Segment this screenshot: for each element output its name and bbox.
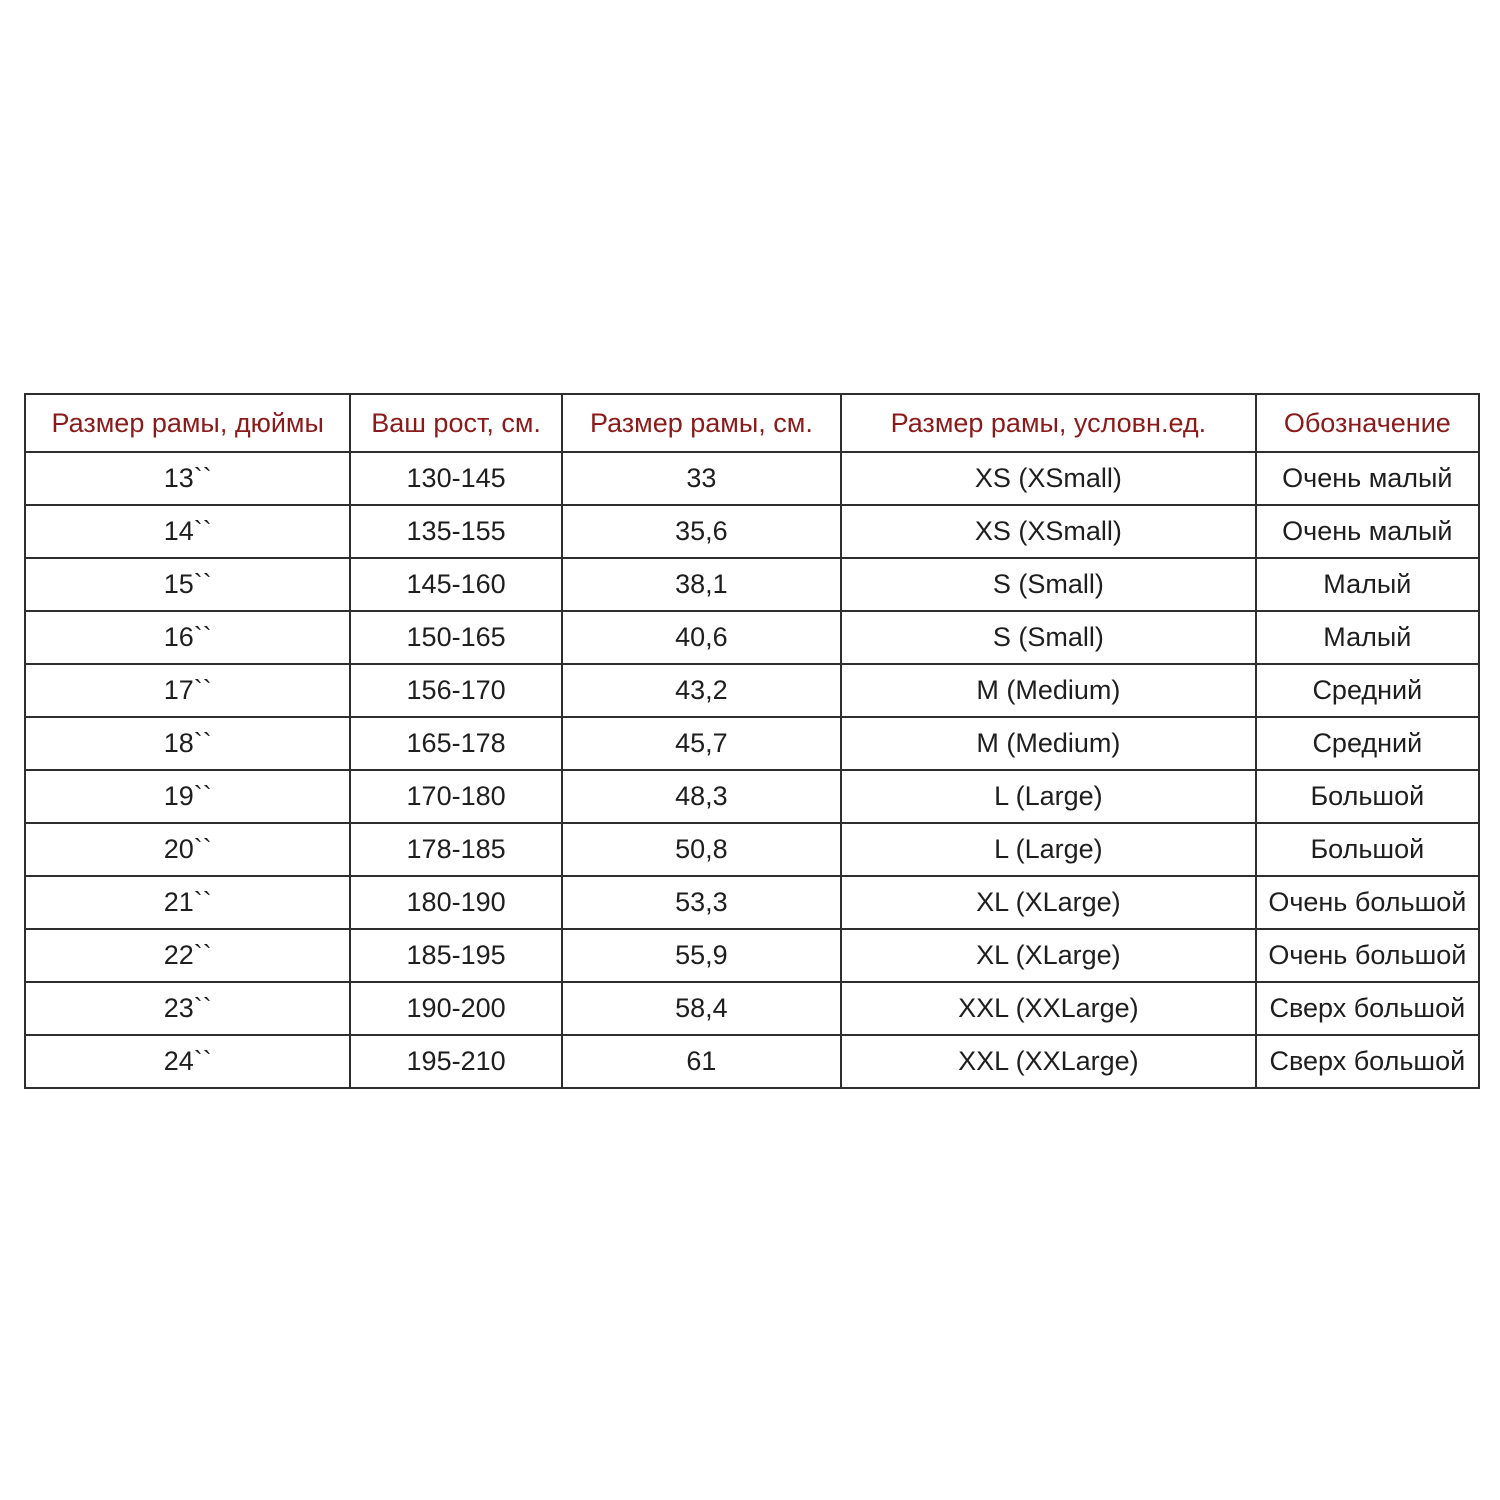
header-designation: Обозначение — [1256, 394, 1479, 452]
cell-frame-size-inches: 22`` — [25, 929, 350, 982]
cell-designation: Очень большой — [1256, 876, 1479, 929]
cell-height-range: 180-190 — [350, 876, 561, 929]
table-row — [25, 452, 1479, 505]
cell-designation: Большой — [1256, 823, 1479, 876]
cell-frame-size-cm: 35,6 — [562, 505, 841, 558]
cell-frame-size-units: L (Large) — [841, 823, 1256, 876]
cell-frame-size-inches: 23`` — [25, 982, 350, 1035]
cell-height-range: 150-165 — [350, 611, 561, 664]
cell-frame-size-units: S (Small) — [841, 611, 1256, 664]
table-row — [25, 664, 1479, 717]
cell-frame-size-units: S (Small) — [841, 558, 1256, 611]
cell-designation: Средний — [1256, 664, 1479, 717]
cell-frame-size-inches: 16`` — [25, 611, 350, 664]
cell-frame-size-inches: 21`` — [25, 876, 350, 929]
cell-height-range: 185-195 — [350, 929, 561, 982]
cell-frame-size-inches: 15`` — [25, 558, 350, 611]
cell-frame-size-inches: 18`` — [25, 717, 350, 770]
cell-frame-size-inches: 14`` — [25, 505, 350, 558]
cell-designation: Очень малый — [1256, 452, 1479, 505]
table-header — [25, 394, 1479, 452]
cell-frame-size-units: XXL (XXLarge) — [841, 1035, 1256, 1088]
table-row — [25, 1035, 1479, 1088]
table-row — [25, 929, 1479, 982]
cell-frame-size-units: XL (XLarge) — [841, 929, 1256, 982]
cell-designation: Сверх большой — [1256, 1035, 1479, 1088]
header-your-height: Ваш рост, см. — [350, 394, 561, 452]
table-row — [25, 558, 1479, 611]
cell-frame-size-inches: 20`` — [25, 823, 350, 876]
cell-height-range: 170-180 — [350, 770, 561, 823]
cell-frame-size-cm: 55,9 — [562, 929, 841, 982]
cell-height-range: 178-185 — [350, 823, 561, 876]
cell-frame-size-units: M (Medium) — [841, 664, 1256, 717]
table-body — [25, 452, 1479, 1088]
table-row — [25, 770, 1479, 823]
cell-frame-size-cm: 38,1 — [562, 558, 841, 611]
cell-frame-size-units: M (Medium) — [841, 717, 1256, 770]
cell-frame-size-units: XS (XSmall) — [841, 505, 1256, 558]
cell-frame-size-units: XL (XLarge) — [841, 876, 1256, 929]
cell-height-range: 156-170 — [350, 664, 561, 717]
cell-designation: Сверх большой — [1256, 982, 1479, 1035]
cell-frame-size-units: XS (XSmall) — [841, 452, 1256, 505]
cell-frame-size-cm: 43,2 — [562, 664, 841, 717]
table-row — [25, 505, 1479, 558]
cell-frame-size-cm: 45,7 — [562, 717, 841, 770]
cell-designation: Малый — [1256, 558, 1479, 611]
table-row — [25, 876, 1479, 929]
table-row — [25, 982, 1479, 1035]
cell-height-range: 135-155 — [350, 505, 561, 558]
cell-frame-size-cm: 50,8 — [562, 823, 841, 876]
header-frame-size-cm: Размер рамы, см. — [562, 394, 841, 452]
header-frame-size-inches: Размер рамы, дюймы — [25, 394, 350, 452]
frame-size-table — [24, 393, 1480, 1089]
cell-frame-size-units: L (Large) — [841, 770, 1256, 823]
cell-height-range: 130-145 — [350, 452, 561, 505]
cell-height-range: 145-160 — [350, 558, 561, 611]
cell-frame-size-inches: 24`` — [25, 1035, 350, 1088]
cell-frame-size-cm: 33 — [562, 452, 841, 505]
cell-designation: Малый — [1256, 611, 1479, 664]
cell-frame-size-cm: 58,4 — [562, 982, 841, 1035]
table-row — [25, 611, 1479, 664]
cell-frame-size-cm: 53,3 — [562, 876, 841, 929]
cell-designation: Большой — [1256, 770, 1479, 823]
cell-designation: Очень большой — [1256, 929, 1479, 982]
header-row — [25, 394, 1479, 452]
cell-frame-size-inches: 19`` — [25, 770, 350, 823]
cell-frame-size-cm: 48,3 — [562, 770, 841, 823]
cell-frame-size-inches: 13`` — [25, 452, 350, 505]
cell-height-range: 190-200 — [350, 982, 561, 1035]
table-row — [25, 717, 1479, 770]
cell-designation: Очень малый — [1256, 505, 1479, 558]
cell-frame-size-cm: 40,6 — [562, 611, 841, 664]
cell-frame-size-units: XXL (XXLarge) — [841, 982, 1256, 1035]
cell-height-range: 195-210 — [350, 1035, 561, 1088]
cell-height-range: 165-178 — [350, 717, 561, 770]
cell-frame-size-inches: 17`` — [25, 664, 350, 717]
cell-frame-size-cm: 61 — [562, 1035, 841, 1088]
table-row — [25, 823, 1479, 876]
header-frame-size-units: Размер рамы, условн.ед. — [841, 394, 1256, 452]
cell-designation: Средний — [1256, 717, 1479, 770]
